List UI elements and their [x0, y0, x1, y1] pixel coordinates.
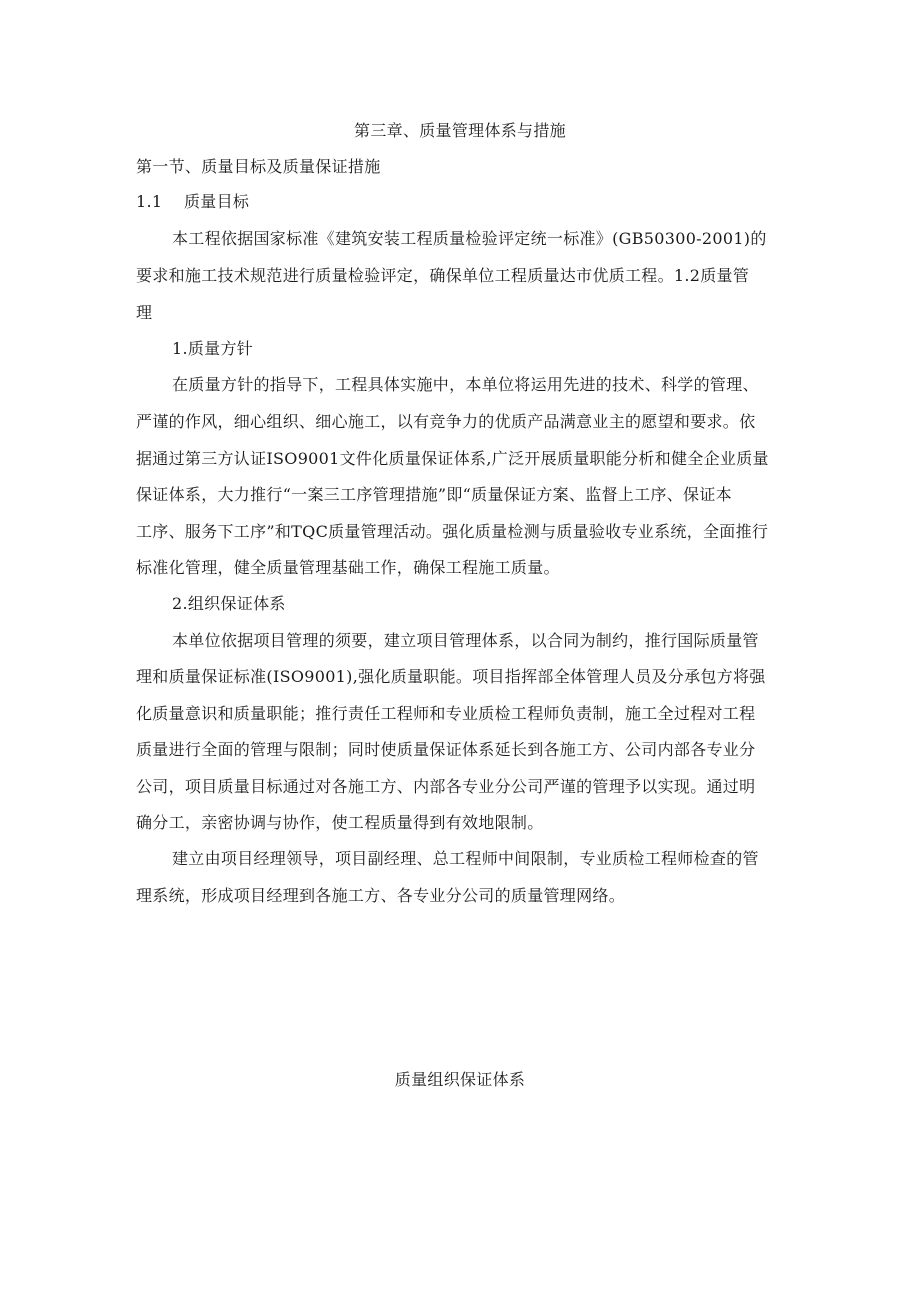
paragraph-line: 理系统，形成项目经理到各施工方、各专业分公司的质量管理网络。 [136, 886, 626, 905]
paragraph-line: 保证体系，大力推行“一案三工序管理措施”即“质量保证方案、监督上工序、保证本 [136, 485, 732, 504]
paragraph-line: 本工程依据国家标准《建筑安装工程质量检验评定统一标准》(GB50300-2001)的 [172, 229, 767, 248]
paragraph-line: 要求和施工技术规范进行质量检验评定，确保单位工程质量达市优质工程。1.2质量管 [136, 266, 750, 285]
chapter-title: 第三章、质量管理体系与措施 [354, 121, 566, 140]
paragraph-line: 据通过第三方认证ISO9001文件化质量保证体系,广泛开展质量职能分析和健全企业质量 [136, 449, 769, 468]
item-title: 2.组织保证体系 [172, 594, 286, 613]
paragraph-line: 质量进行全面的管理与限制；同时使质量保证体系延长到各施工方、公司内部各专业分 [136, 740, 756, 759]
figure-caption: 质量组织保证体系 [394, 1070, 526, 1089]
item-title: 1.质量方针 [172, 339, 254, 358]
paragraph-line: 在质量方针的指导下，工程具体实施中，本单位将运用先进的技术、科学的管理、 [172, 375, 759, 394]
paragraph-line: 公司，项目质量目标通过对各施工方、内部各专业分公司严谨的管理予以实现。通过明 [136, 777, 756, 796]
paragraph-line: 标准化管理，健全质量管理基础工作，确保工程施工质量。 [136, 558, 560, 577]
paragraph-line: 本单位依据项目管理的须要，建立项目管理体系，以合同为制约，推行国际质量管 [172, 631, 759, 650]
paragraph-line: 理 [136, 303, 153, 322]
paragraph-line: 化质量意识和质量职能；推行责任工程师和专业质检工程师负责制，施工全过程对工程 [136, 704, 756, 723]
paragraph-line: 理和质量保证标准(ISO9001),强化质量职能。项目指挥部全体管理人员及分承包方将强 [136, 667, 766, 686]
paragraph-line: 严谨的作风，细心组织、细心施工，以有竞争力的优质产品满意业主的愿望和要求。依 [136, 412, 756, 431]
paragraph-line: 工序、服务下工序”和TQC质量管理活动。强化质量检测与质量验收专业系统，全面推行 [136, 522, 769, 541]
section-title: 第一节、质量目标及质量保证措施 [136, 157, 381, 176]
paragraph-line: 确分工，亲密协调与协作，使工程质量得到有效地限制。 [136, 813, 544, 832]
paragraph-line: 建立由项目经理领导，项目副经理、总工程师中间限制，专业质检工程师检查的管 [172, 849, 759, 868]
subsection-title: 质量目标 [184, 192, 250, 211]
subsection-number: 1.1 [136, 192, 163, 211]
